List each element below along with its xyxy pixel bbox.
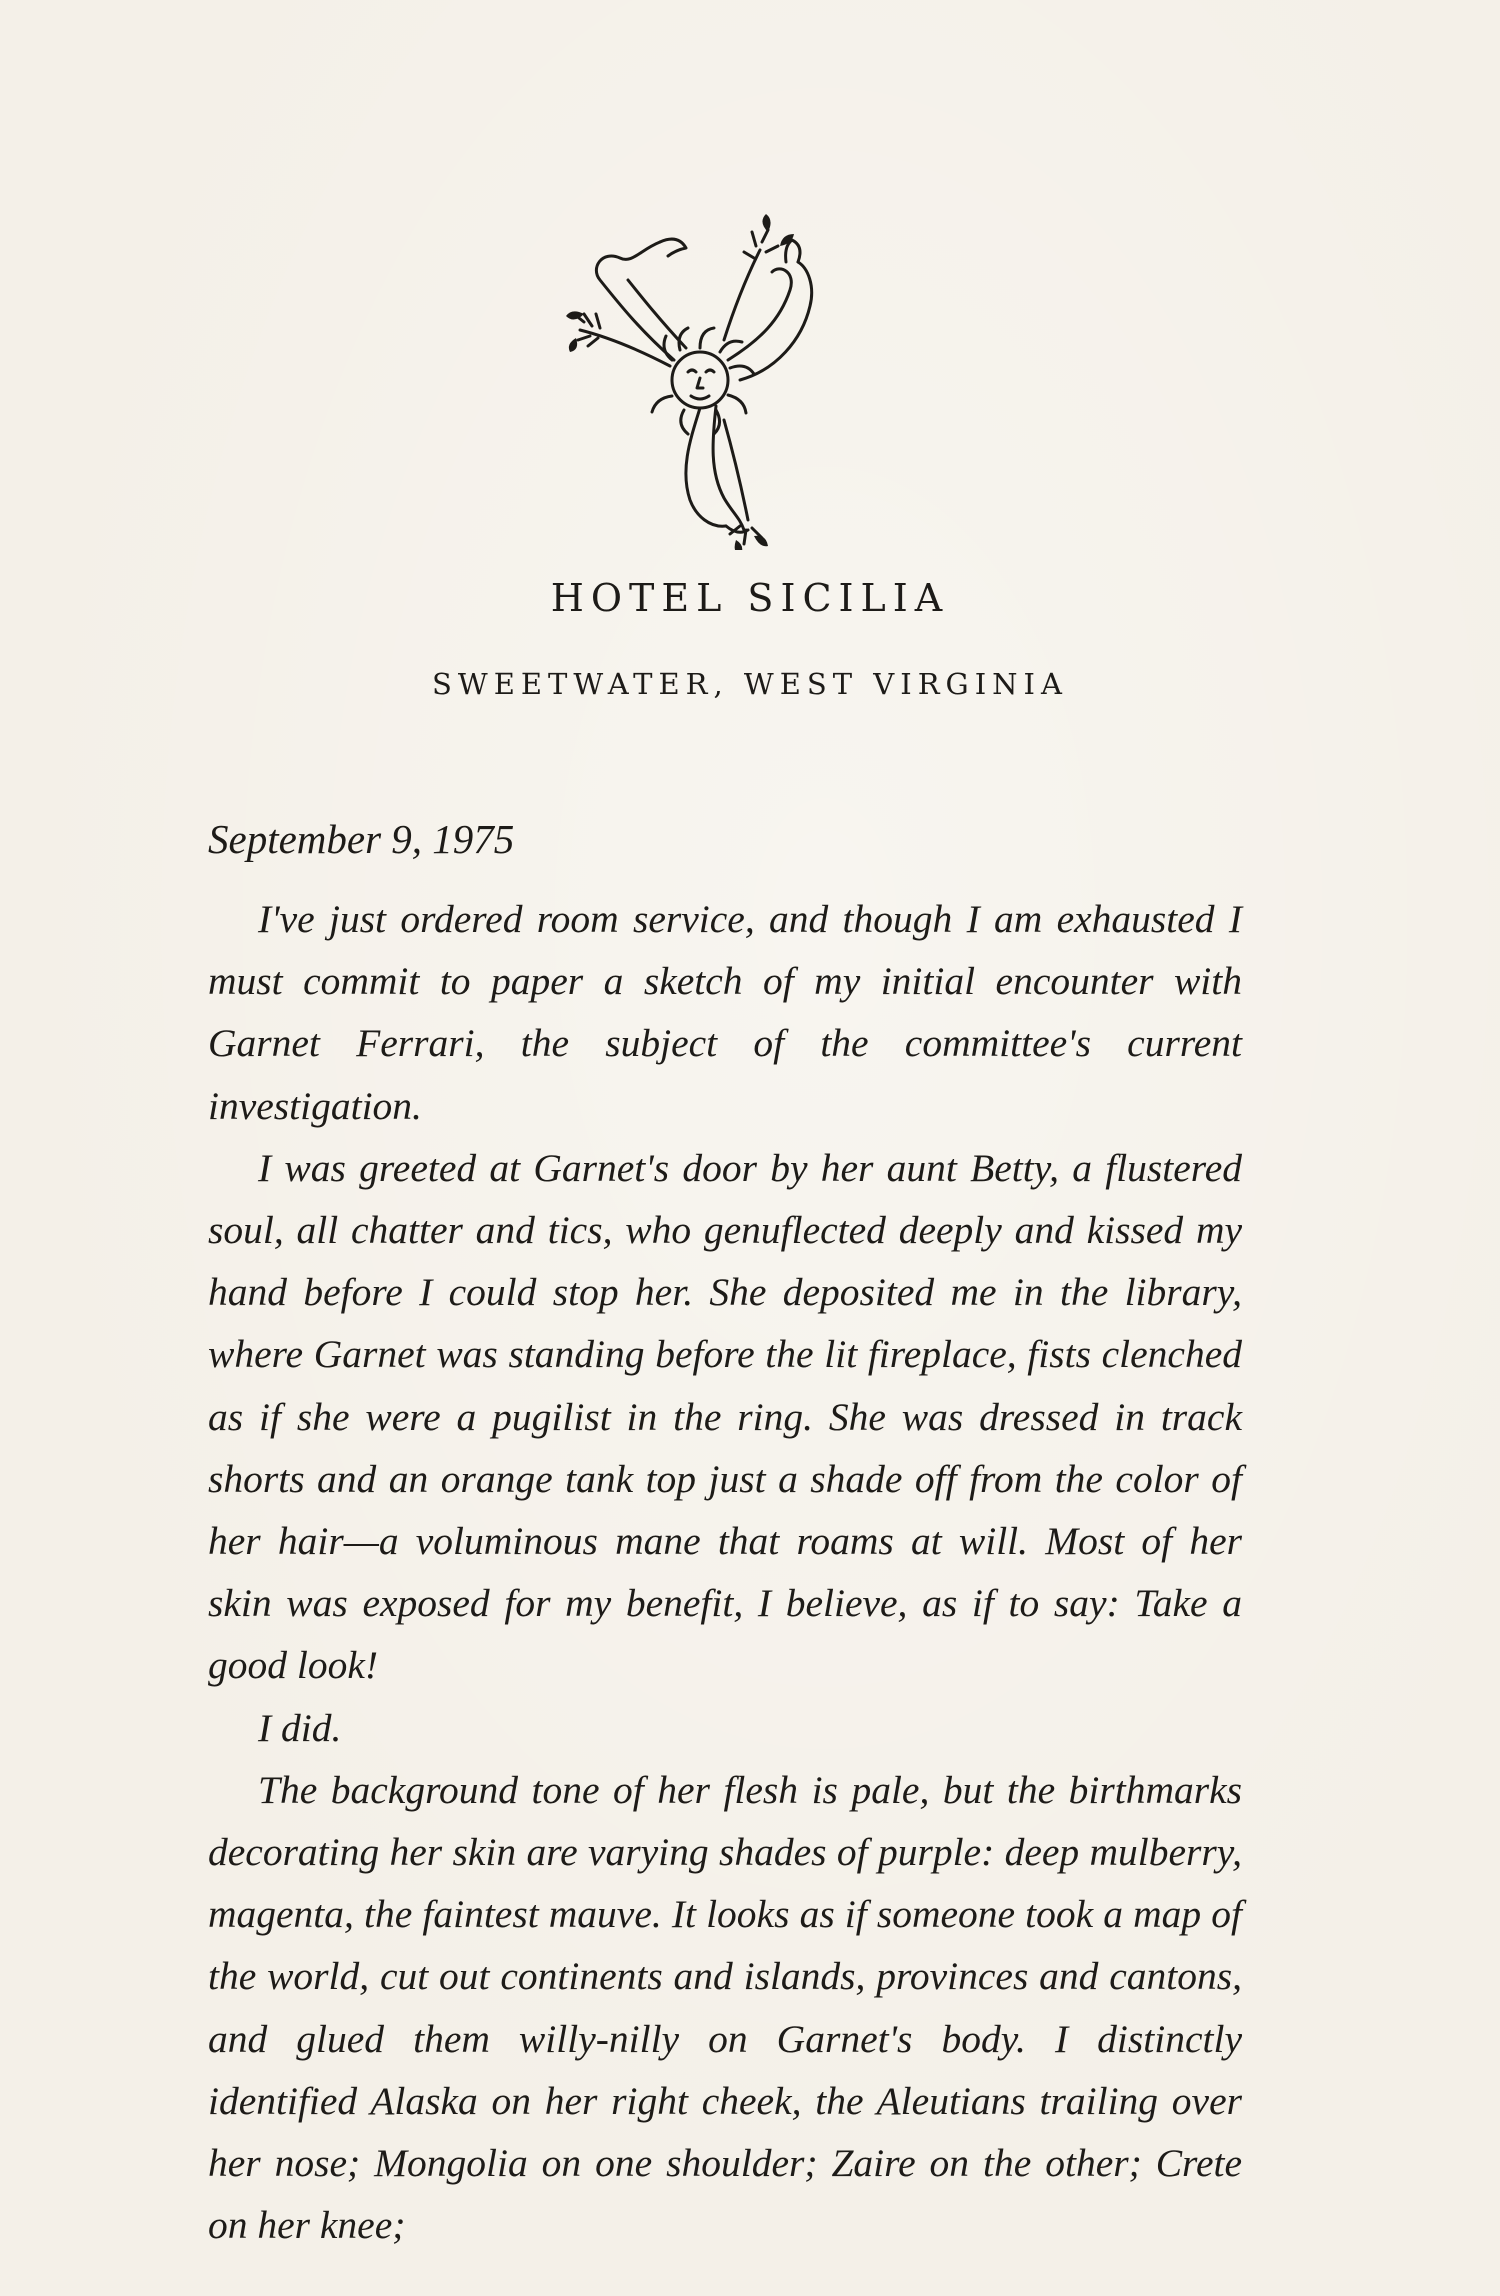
letter-body — [208, 888, 1242, 2256]
letter-date: September 9, 1975 — [208, 816, 515, 862]
letter-paragraph: The background tone of her flesh is pale, but the birthmarks decorating her skin are varying shades of purple: deep mulberry, magenta, the faintest mauve. It looks as if someone took a map of the world, cut out continents and islands, provinces and cantons, and glued them willy-nilly on Garnet's body. I distinctly identified Alaska on her right cheek, the Aleutians trailing over her nose; Mongolia on one shoulder; Zaire on the other; Crete on her knee; — [208, 1767, 1242, 2248]
letter-paragraph: I was greeted at Garnet's door by her aunt Betty, a flustered soul, all chatter and tics, who genuflected deeply and kissed my hand before I could stop her. She deposited me in the library, where Garnet was standing before the lit fireplace, fists clenched as if she were a pugilist in the ring. She was dressed in track shorts and an orange tank top just a shade off from the color of her hair—a voluminous mane that roams at will. Most of her skin was exposed for my benefit, I believe, as if to say: Take a good look! — [208, 1145, 1242, 1688]
hotel-location: SWEETWATER, WEST VIRGINIA — [432, 667, 1068, 701]
hotel-name: HOTEL SICILIA — [550, 576, 950, 620]
letter-paragraph: I've just ordered room service, and though I am exhausted I must commit to paper a sketch of my initial encounter with Garnet Ferrari, the subject of the committee's current investigation. — [208, 897, 1242, 1128]
letter-paragraph: I did. — [258, 1705, 342, 1750]
trinacria-emblem-icon — [540, 210, 870, 550]
